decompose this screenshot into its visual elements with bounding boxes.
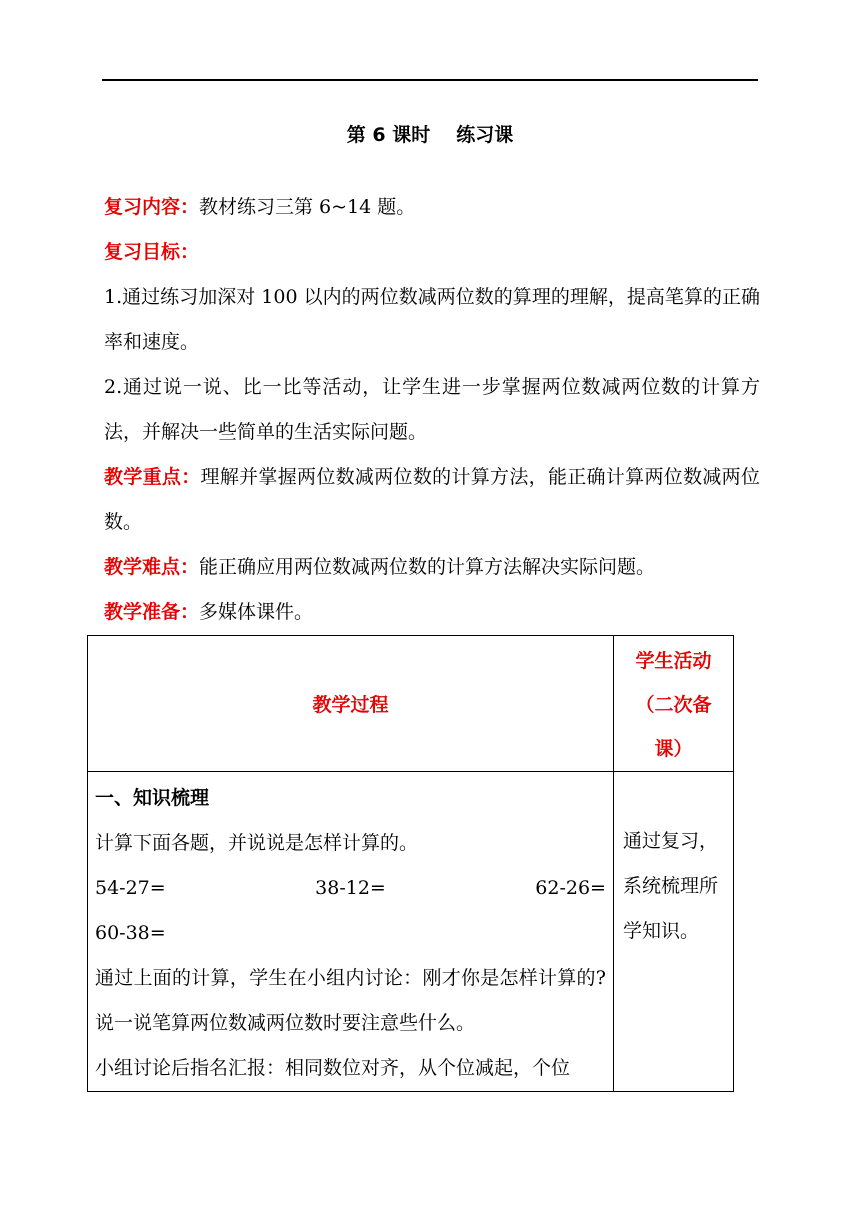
section-title: 一、知识梳理 [95,787,210,809]
review-goals-label: 复习目标： [104,241,200,263]
preparation [104,590,760,635]
equation-1: 54-27= [95,877,166,899]
table-body-row [88,772,734,1092]
lesson-number: 第 6 课时 [346,124,431,146]
side-note-cell [614,772,734,1092]
difficulty-label: 教学难点： [104,556,200,578]
difficulty [104,545,760,590]
key-point-label: 教学重点： [104,466,201,488]
header-right-line-3: 课） [654,738,693,760]
review-content-label: 复习内容： [104,196,200,218]
side-note-line-1: 通过复习， [623,830,719,852]
header-teaching-process: 教学过程 [88,636,614,772]
review-goal-1: 1.通过练习加深对 100 以内的两位数减两位数的算理的理解，提高笔算的正确率和速度。 [104,286,760,353]
equation-row [95,866,606,911]
side-note-line-3: 学知识。 [623,920,700,942]
lesson-process-table [87,635,734,1092]
process-cell [88,772,614,1092]
review-content-text: 教材练习三第 6~14 题。 [199,196,416,218]
header-rule [102,79,758,81]
instruction-text: 计算下面各题，并说说是怎样计算的。 [95,832,419,854]
header-right-line-2: （二次备 [635,694,712,716]
side-note-line-2: 系统梳理所 [623,875,719,897]
lesson-name: 练习课 [456,124,514,146]
header-student-activity [614,636,734,772]
equation-4: 60-38= [95,922,166,944]
review-goal-2: 2.通过说一说、比一比等活动，让学生进一步掌握两位数减两位数的计算方法，并解决一些简单的生活实际问题。 [104,376,760,443]
table-header-row [88,636,734,772]
discussion-text: 通过上面的计算，学生在小组内讨论：刚才你是怎样计算的?说一说笔算两位数减两位数时要注意些什么。 [95,967,606,1034]
key-point-text: 理解并掌握两位数减两位数的计算方法，能正确计算两位数减两位数。 [104,466,760,533]
key-point [104,455,760,545]
report-text: 小组讨论后指名汇报：相同数位对齐，从个位减起，个位 [95,1057,571,1079]
equation-2: 38-12= [315,877,386,899]
lesson-title [0,120,860,147]
review-goals-heading [104,230,760,275]
difficulty-text: 能正确应用两位数减两位数的计算方法解决实际问题。 [199,556,656,578]
equation-3: 62-26= [535,877,606,899]
review-content [104,185,760,230]
header-right-line-1: 学生活动 [635,650,712,672]
preparation-text: 多媒体课件。 [199,601,314,623]
preparation-label: 教学准备： [104,601,200,623]
